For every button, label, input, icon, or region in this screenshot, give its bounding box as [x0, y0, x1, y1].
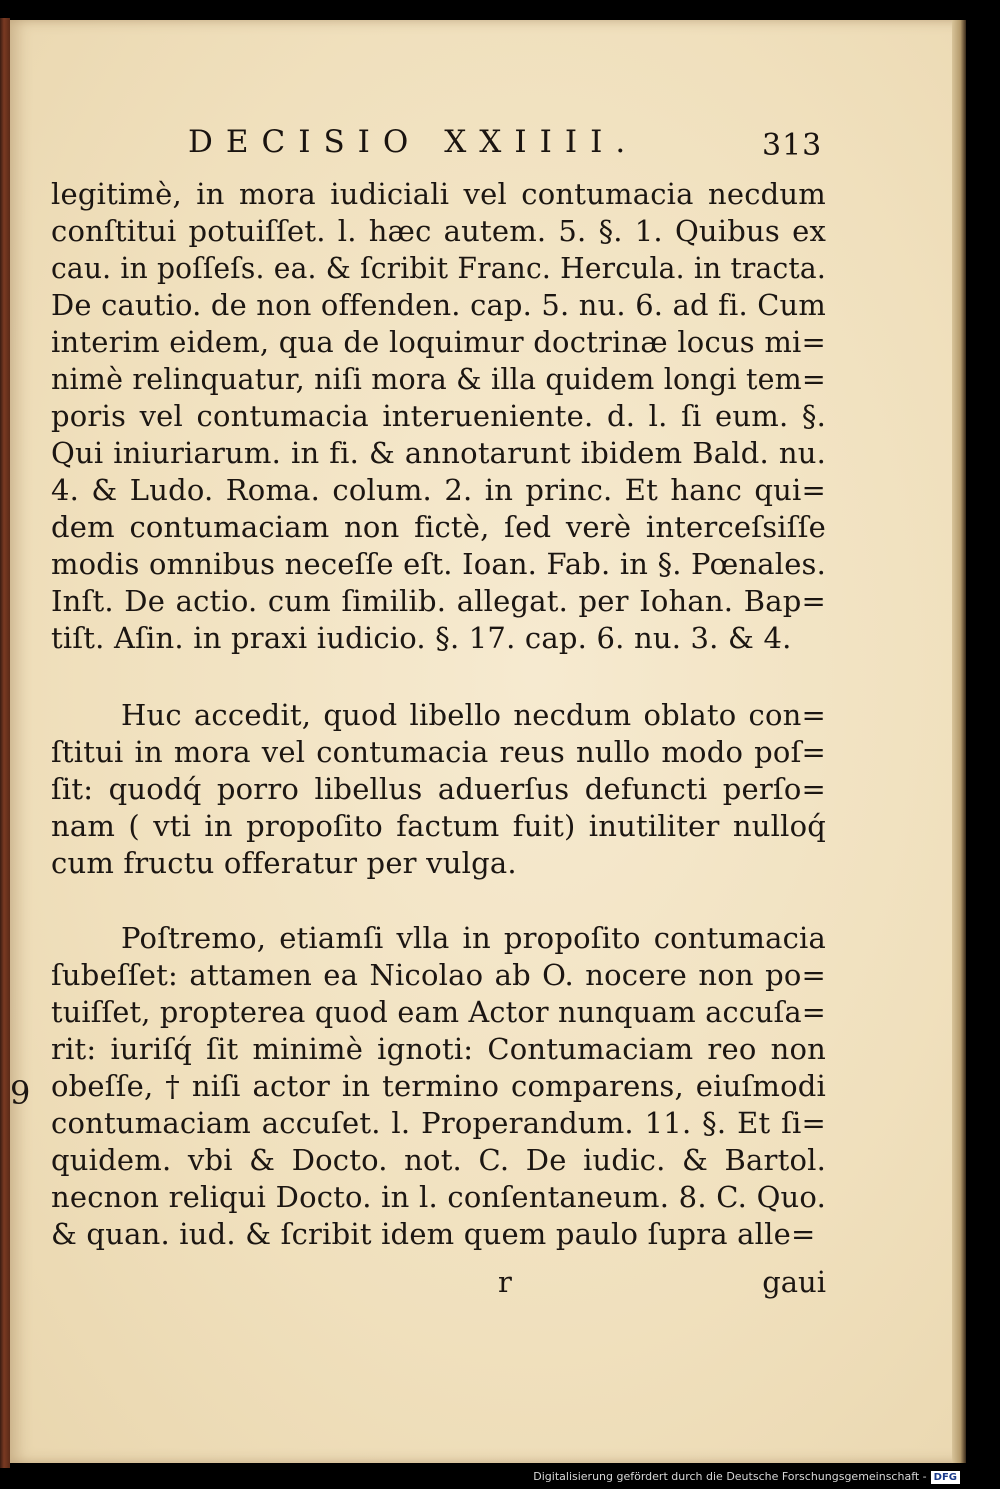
book-binding-edge — [0, 18, 10, 1468]
page-sheet — [10, 20, 964, 1463]
text-line: poris vel contumacia interueniente. d. l. ſi eum. §. — [51, 399, 826, 433]
text-line: obeſſe, † niſi actor in termino comparens, eiuſmodi — [51, 1069, 826, 1103]
text-line: rit: iuriſq́ ſit minimè ignoti: Contumaciam reo non — [51, 1032, 826, 1066]
text-line: Inſt. De actio. cum ſimilib. allegat. per Iohan. Bap= — [51, 584, 826, 618]
text-line: legitimè, in mora iudiciali vel contumacia necdum — [51, 177, 826, 211]
signature-mark: r — [498, 1265, 512, 1299]
text-line: conſtitui potuiſſet. l. hæc autem. 5. §. 1. Quibus ex — [51, 214, 826, 248]
digitization-credit — [533, 1470, 960, 1484]
text-line: nam ( vti in propoſito factum fuit) inutiliter nulloq́ — [51, 809, 826, 843]
text-line: ſit: quodq́ porro libellus aduerſus defuncti perſo= — [51, 772, 826, 806]
text-line: tiſt. Aſin. in praxi iudicio. §. 17. cap. 6. nu. 3. & 4. — [51, 621, 792, 655]
text-line: cau. in poſſeſs. ea. & ſcribit Franc. Hercula. in tracta. — [51, 251, 826, 285]
text-line: Qui iniuriarum. in fi. & annotarunt ibidem Bald. nu. — [51, 436, 826, 470]
text-line: cum fructu offeratur per vulga. — [51, 846, 517, 880]
text-line: De cautio. de non offenden. cap. 5. nu. 6. ad fi. Cum — [51, 288, 826, 322]
text-line: Poſtremo, etiamſi vlla in propoſito contumacia — [121, 921, 826, 955]
paragraph — [51, 697, 826, 882]
running-head — [10, 124, 964, 172]
text-line: interim eidem, qua de loquimur doctrinæ locus mi= — [51, 325, 826, 359]
text-line: necnon reliqui Docto. in l. conſentaneum. 8. C. Quo. — [51, 1180, 826, 1214]
paragraph — [51, 920, 826, 1253]
page-fore-edge — [952, 20, 966, 1463]
credit-text: Digitalisierung gefördert durch die Deutsche Forschungsgemeinschaft - — [533, 1470, 927, 1483]
text-line: nimè relinquatur, niſi mora & illa quidem longi tem= — [51, 362, 826, 396]
catchword: gaui — [762, 1265, 826, 1299]
running-title: DECISIO XXIIII. — [188, 124, 639, 160]
text-line: modis omnibus neceſſe eſt. Ioan. Fab. in §. Pœnales. — [51, 547, 826, 581]
text-line: ſubeſſet: attamen ea Nicolao ab O. nocere non po= — [51, 958, 826, 992]
margin-note-number: 9 — [10, 1074, 31, 1112]
text-line: ſtitui in mora vel contumacia reus nullo modo poſ= — [51, 735, 826, 769]
paragraph — [51, 176, 826, 657]
page-number: 313 — [762, 128, 823, 163]
catchline — [51, 1264, 826, 1301]
text-line: & quan. iud. & ſcribit idem quem paulo ſupra alle= — [51, 1217, 816, 1251]
text-line: Huc accedit, quod libello necdum oblato con= — [121, 698, 826, 732]
text-line: 4. & Ludo. Roma. colum. 2. in princ. Et hanc qui= — [51, 473, 826, 507]
text-line: quidem. vbi & Docto. not. C. De iudic. & Bartol. — [51, 1143, 826, 1177]
dfg-logo-icon: DFG — [931, 1471, 960, 1484]
text-line: tuiſſet, propterea quod eam Actor nunquam accuſa= — [51, 995, 826, 1029]
text-line: contumaciam accuſet. l. Properandum. 11. §. Et ſi= — [51, 1106, 826, 1140]
text-line: dem contumaciam non fictè, ſed verè interceſsiſſe — [51, 510, 826, 544]
